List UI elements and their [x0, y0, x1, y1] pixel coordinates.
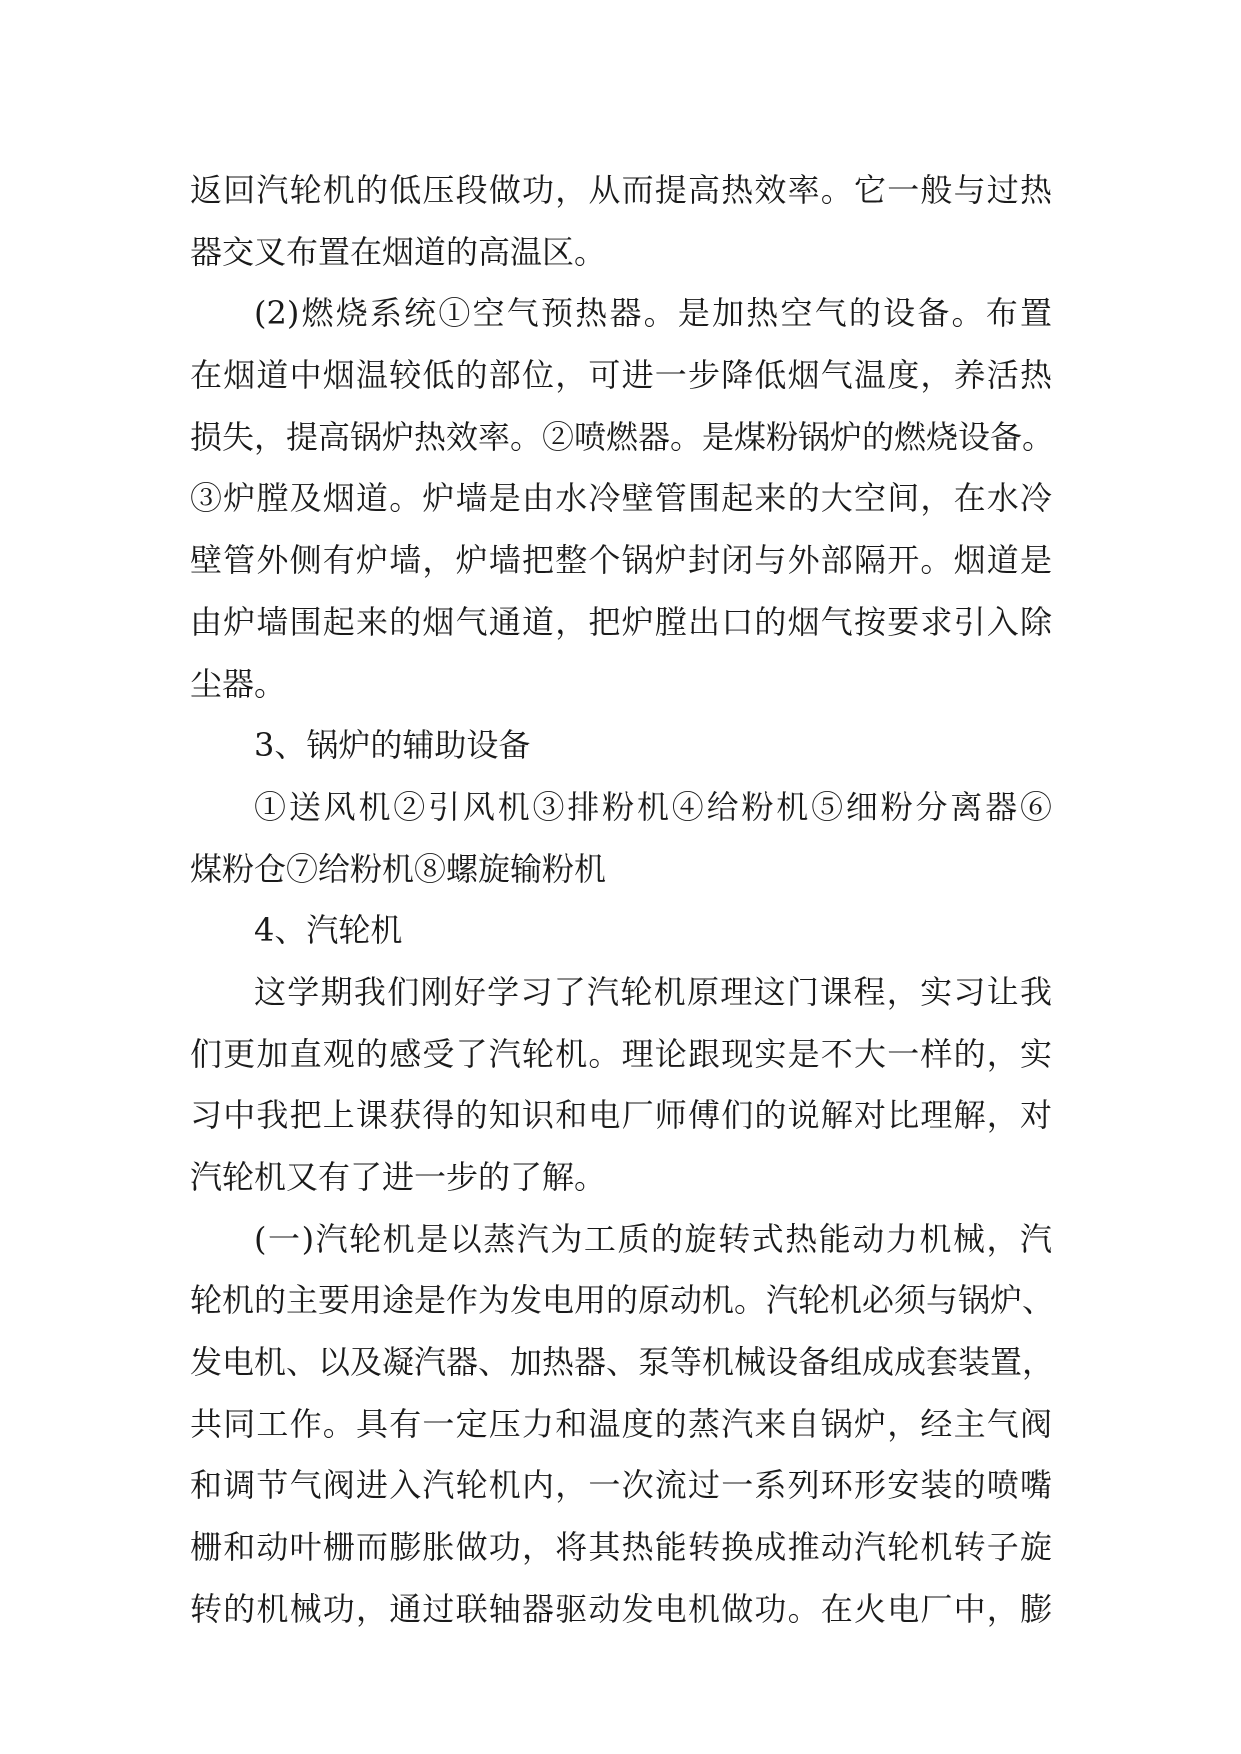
text-line: 器交叉布置在烟道的高温区。	[190, 232, 607, 271]
text-line: 汽轮机又有了进一步的了解。	[190, 1158, 607, 1196]
paragraph-first-line: (一)汽轮机是以蒸汽为工质的旋转式热能动力机械，汽	[254, 1219, 1052, 1258]
text-line: 损失，提高锅炉热效率。②喷燃器。是煤粉锅炉的燃烧设备。	[190, 417, 1055, 456]
text-line: ③炉膛及烟道。炉墙是由水冷壁管围起来的大空间，在水冷	[190, 479, 1052, 518]
paragraph-first-line: 这学期我们刚好学习了汽轮机原理这门课程，实习让我	[254, 972, 1052, 1011]
text-line: 尘器。	[190, 664, 287, 703]
text-line: 们更加直观的感受了汽轮机。理论跟现实是不大一样的，实	[190, 1034, 1052, 1073]
text-line: 由炉墙围起来的烟气通道，把炉膛出口的烟气按要求引入除	[190, 602, 1052, 641]
paragraph-first-line: (2)燃烧系统①空气预热器。是加热空气的设备。布置	[254, 294, 1052, 333]
text-line: 发电机、以及凝汽器、加热器、泵等机械设备组成成套装置，	[190, 1343, 1055, 1382]
text-line: 转的机械功，通过联轴器驱动发电机做功。在火电厂中，膨	[190, 1589, 1052, 1628]
section-heading: 3、锅炉的辅助设备	[254, 726, 531, 765]
text-line: 习中我把上课获得的知识和电厂师傅们的说解对比理解，对	[190, 1096, 1052, 1135]
text-line: 在烟道中烟温较低的部位，可进一步降低烟气温度，养活热	[190, 356, 1052, 395]
paragraph-first-line: ①送风机②引风机③排粉机④给粉机⑤细粉分离器⑥	[254, 787, 1052, 826]
text-line: 和调节气阀进入汽轮机内，一次流过一系列环形安装的喷嘴	[190, 1466, 1052, 1505]
section-heading: 4、汽轮机	[254, 911, 403, 950]
text-line: 返回汽轮机的低压段做功，从而提高热效率。它一般与过热	[190, 171, 1052, 209]
text-line: 轮机的主要用途是作为发电用的原动机。汽轮机必须与锅炉、	[190, 1281, 1055, 1320]
document-body	[190, 160, 1055, 1641]
text-line: 壁管外侧有炉墙，炉墙把整个锅炉封闭与外部隔开。烟道是	[190, 541, 1052, 580]
text-line: 共同工作。具有一定压力和温度的蒸汽来自锅炉，经主气阀	[190, 1404, 1052, 1443]
text-line: 煤粉仓⑦给粉机⑧螺旋输粉机	[190, 849, 607, 888]
text-line: 栅和动叶栅而膨胀做功，将其热能转换成推动汽轮机转子旋	[190, 1528, 1052, 1567]
